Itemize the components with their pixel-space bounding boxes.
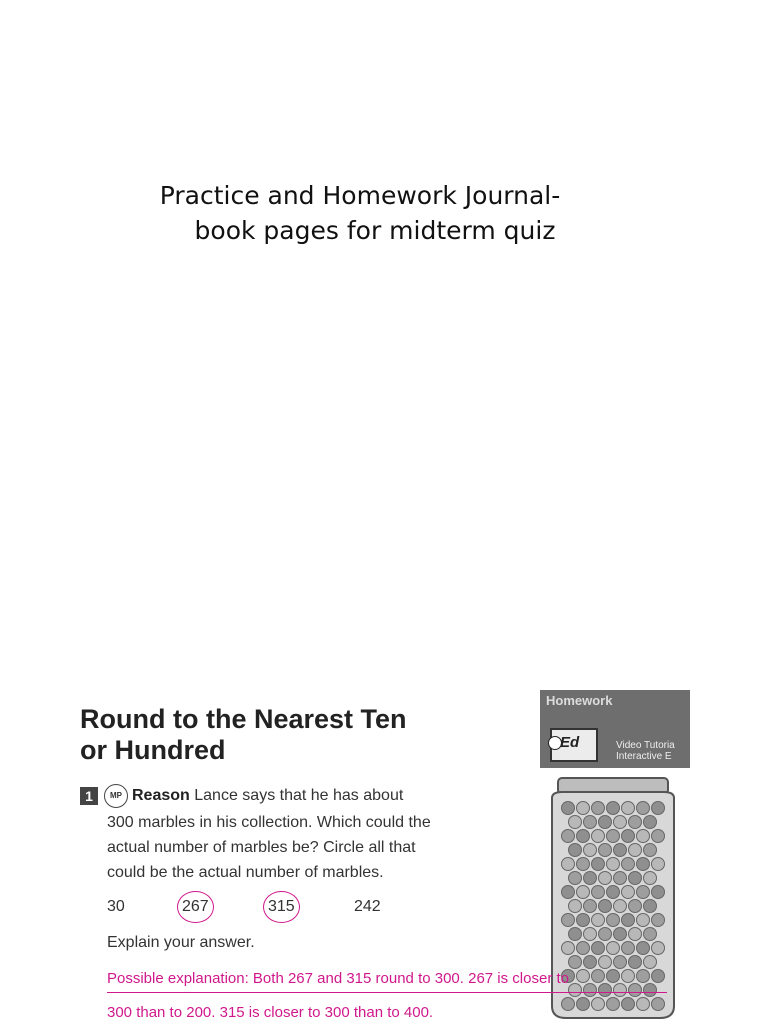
worksheet-heading [80,704,407,766]
reason-label: Reason [132,787,190,805]
question-1-header [80,784,403,808]
ed-logo [550,728,598,762]
answer-line-2: 300 than to 200. 315 is closer to 300 than to 400. [107,1004,434,1021]
mp-badge-icon: MP [104,784,128,808]
video-tutorial-text [616,740,675,762]
question-text-line-3: actual number of marbles be? Circle all that [107,839,416,856]
video-line-2: Interactive E [616,751,672,762]
question-text-line-4: could be the actual number of marbles. [107,864,384,881]
answer-line-1: Possible explanation: Both 267 and 315 round to 300. 267 is closer to [107,966,667,993]
heading-line-2: or Hundred [80,735,226,765]
slide-title-line-1: Practice and Homework Journal- [159,181,561,210]
worksheet-image [0,690,768,1024]
heading-line-1: Round to the Nearest Ten [80,704,407,734]
question-text-line-2: 300 marbles in his collection. Which could the [107,814,431,831]
explain-prompt: Explain your answer. [107,934,255,951]
question-text-line-1: Lance says that he has about [194,787,404,805]
slide-title [150,178,570,248]
ed-label: Ed [560,734,580,751]
question-number: 1 [80,787,98,805]
option-30: 30 [107,898,125,915]
slide-title-line-2: book pages for midterm quiz [194,216,556,245]
option-242: 242 [354,898,381,915]
homework-banner [540,690,690,768]
option-315-circled: 315 [263,891,300,923]
video-line-1: Video Tutoria [616,740,675,751]
homework-label: Homework [546,693,613,708]
question-body [107,810,517,885]
option-267-circled: 267 [177,891,214,923]
